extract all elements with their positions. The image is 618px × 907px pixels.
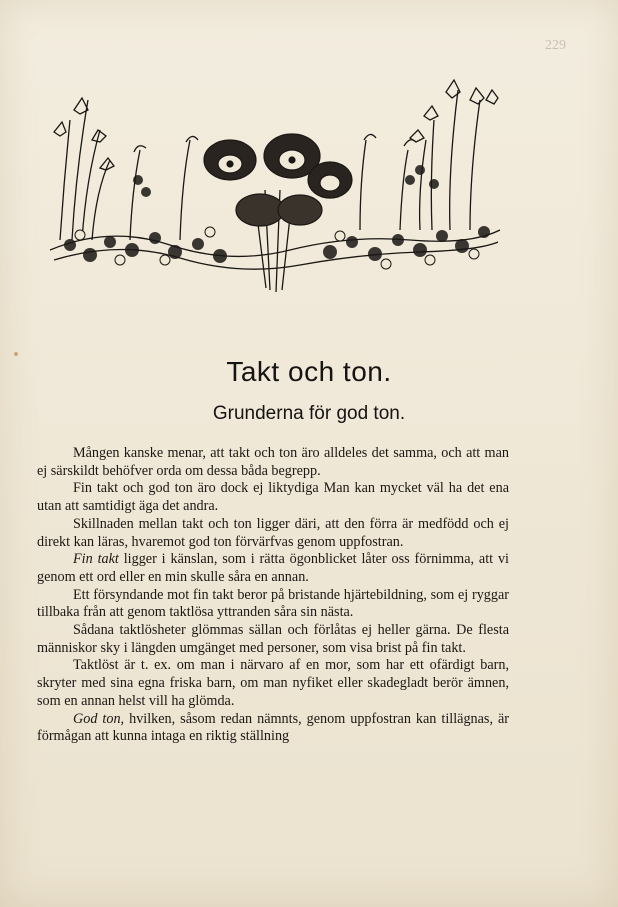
paragraph: Mången kanske menar, att takt och ton äro alldeles det samma, och att man ej särskildt behöfver orda om dessa båda begrepp. [37,445,509,479]
flower-garland-illustration [30,60,510,300]
body-text [37,445,509,746]
page-number: 229 [545,38,566,53]
paragraph: Skillnaden mellan takt och ton ligger däri, att den förra är medfödd och ej direkt kan läras, hvaremot god ton förvärfvas genom uppfostran. [37,515,509,550]
paragraph: Sådana taktlösheter glömmas sällan och förlåtas ej heller gärna. De flesta människor sky i längden umgänget med personer, som visa brist på fin takt. [37,622,509,656]
page-title: Takt och ton. [226,356,392,387]
page-subtitle: Grunderna för god ton. [212,403,406,424]
paragraph: Ett försyndande mot fin takt beror på bristande hjärtebildning, som ej ryggar tillbaka från att genom taktlösa yttranden såra sin nästa. [37,586,509,621]
paragraph: Fin takt och god ton äro dock ej liktydiga Man kan mycket väl ha det ena utan att samtidigt äga det andra. [37,480,509,515]
paragraph: Fin takt ligger i känslan, som i rätta ögonblicket låter oss förnimma, att vi genom ett ord eller en min skulle såra en annan. [37,551,509,585]
paragraph: Taktlöst är t. ex. om man i närvaro af en mor, som har ett ofärdigt barn, skryter med sina egna friska barn, om man nyfiket eller skadegladt berör ämnen, som en annan helst vill ha glömda. [37,657,509,709]
paragraph: God ton, hvilken, såsom redan nämnts, genom uppfostran kan tillägnas, är förmågan att kunna intaga en riktig ställning [37,710,510,745]
